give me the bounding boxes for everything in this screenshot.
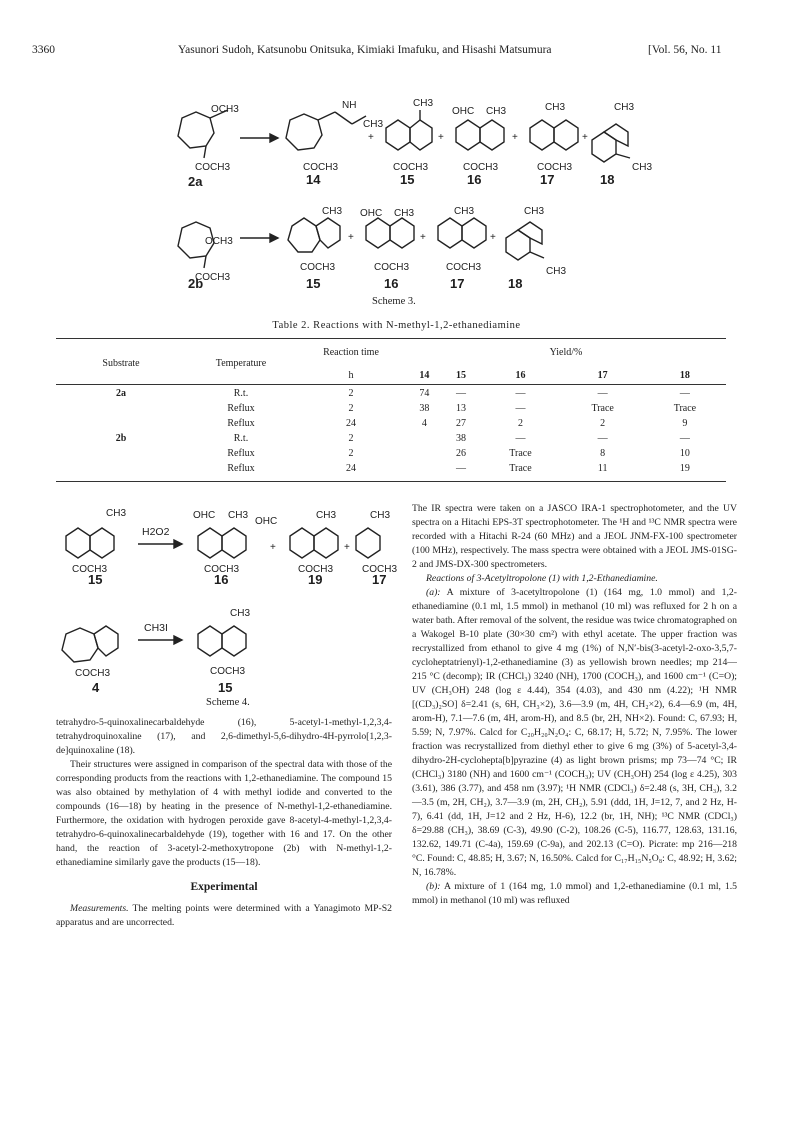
svg-text:OHC: OHC <box>193 510 216 521</box>
cell-yield: 19 <box>679 463 690 474</box>
cell-yield: 9 <box>682 418 688 429</box>
cell-substrate <box>56 401 186 416</box>
header-volume: [Vol. 56, No. 11 <box>648 44 722 56</box>
cell-yield: Trace <box>509 448 532 459</box>
cell-temperature: Reflux <box>227 463 255 474</box>
table-row <box>56 386 726 401</box>
cell-yield <box>406 446 443 461</box>
scheme4-structures <box>0 500 400 730</box>
compound-label: 17 <box>450 276 465 291</box>
left-paragraph: tetrahydro-5-quinoxalinecarbaldehyde (16), 5-acetyl-1-methyl-1,2,3,4-tetrahydroquinoxaline (17), and 2,6-dimethyl-5,6-dihydro-4H-pyrrolo[1,2,3-de]quinoxaline (18). <box>56 717 392 756</box>
svg-text:CH3: CH3 <box>413 98 434 109</box>
reagent-h2o2: H2O2 <box>142 526 170 538</box>
cell-substrate: 2a <box>116 388 126 399</box>
cell-yield: — <box>597 388 608 399</box>
col-header-reaction-time: Reaction time <box>323 346 379 358</box>
cell-yield: 74 <box>419 388 430 399</box>
table-row <box>56 401 726 416</box>
compound-label: 15 <box>306 276 321 291</box>
svg-text:COCH3: COCH3 <box>537 162 573 173</box>
svg-text:OHC: OHC <box>255 516 278 527</box>
svg-text:CH3: CH3 <box>322 206 343 217</box>
col-header-yield-17: 17 <box>597 369 608 381</box>
col-header-temperature: Temperature <box>215 357 267 369</box>
svg-text:CH3: CH3 <box>230 608 251 619</box>
cell-time: 2 <box>348 403 354 414</box>
cell-yield: — <box>515 403 526 414</box>
svg-text:COCH3: COCH3 <box>303 162 339 173</box>
cell-temperature: Reflux <box>227 448 255 459</box>
table2-caption: Table 2. Reactions with N-methyl-1,2-ethanediamine <box>272 320 521 331</box>
para-a-label: (a): <box>426 587 441 598</box>
table2 <box>56 340 726 476</box>
table-row <box>56 416 726 431</box>
cell-temperature: Reflux <box>227 403 255 414</box>
compound-label: 4 <box>92 680 100 695</box>
left-text-column <box>56 716 392 930</box>
table-top-rule <box>56 338 726 339</box>
svg-text:+: + <box>368 132 374 143</box>
measurements-label: Measurements. <box>70 903 129 914</box>
compound-label: 2a <box>188 174 203 189</box>
svg-text:OHC: OHC <box>360 208 383 219</box>
table-row <box>56 446 726 461</box>
svg-text:COCH3: COCH3 <box>195 272 231 283</box>
compound-label: 14 <box>306 172 321 187</box>
compound-label: 18 <box>600 172 615 187</box>
svg-text:COCH3: COCH3 <box>204 564 240 575</box>
svg-text:CH3: CH3 <box>632 162 653 173</box>
cell-yield: 38 <box>419 403 430 414</box>
cell-yield: — <box>515 433 526 444</box>
cell-yield <box>406 431 443 446</box>
svg-text:CH3: CH3 <box>316 510 337 521</box>
experimental-heading: Experimental <box>190 881 258 893</box>
svg-text:CH3: CH3 <box>454 206 475 217</box>
svg-text:COCH3: COCH3 <box>362 564 398 575</box>
compound-label: 15 <box>400 172 415 187</box>
page-number: 3360 <box>32 44 55 56</box>
table-row <box>56 461 726 476</box>
cell-yield: — <box>515 388 526 399</box>
svg-text:+: + <box>420 232 426 243</box>
compound-label: 17 <box>372 572 387 587</box>
svg-text:+: + <box>582 132 588 143</box>
cell-temperature: R.t. <box>233 433 249 444</box>
cell-yield: 10 <box>679 448 690 459</box>
cell-yield: 8 <box>600 448 606 459</box>
scheme3-caption: Scheme 3. <box>372 296 416 307</box>
scheme3-structures <box>0 0 793 300</box>
svg-text:COCH3: COCH3 <box>298 564 334 575</box>
cell-yield: 2 <box>517 418 523 429</box>
scheme4-caption: Scheme 4. <box>206 697 250 708</box>
table2-body <box>56 386 726 476</box>
cell-time: 2 <box>348 433 354 444</box>
compound-label: 16 <box>384 276 399 291</box>
svg-text:+: + <box>270 542 276 553</box>
svg-text:CH3: CH3 <box>546 266 567 277</box>
compound-label: 16 <box>467 172 482 187</box>
para-a-text: A mixture of 3-acetyltropolone (1) (164 mg, 1.0 mmol) and 1,2-ethanediamine (0.1 ml, 1.5 mmol) in methanol (10 ml) was refluxed for 2 h on a water bath. After removal of the solvent, the residue was twice chromatographed on a Wakogel B-10 plate (30×30 cm²) with ethyl acetate. The upper fraction was recrystallized from ethanol to give 4 mg (1%) of N,N′-bis(3-acetyl-2-oxo-3,5,7-cycloheptatrienyl)-1,2-ethanediamine (3) as yellowish brown needles; mp 214—215 °C (decomp); IR (CHCl₃) 3240 (NH), 1700 (COCH₃), and 1600 cm⁻¹ (C=O); UV (CH₃OH) 248 (log ε 4.44), 354 (4.03), and 430 nm (4.22); ¹H NMR [(CD₃)₂SO] δ=2.41 (s, 6H, CH₃×2), 3.6—3.9 (m, 4H, CH₂×2), 6.4—6.9 (m, 4H, arom-H), 7.1—7.6 (m, 4H, arom-H), and 8.5 (br, 2H, NH×2). Found: C, 67.93; H, 5.59; N, 7.97%. Calcd for C₂₀H₂₀N₂O₄: C, 68.17; H, 5.72; N, 7.95%. The lower fraction was recrystallized from diethyl ether to give 6 mg (3%) of 5-acetyl-3,4-dihydro-2H-cyclohepta[b]pyrazine (4) as light brown prisms; mp 73—74 °C; IR (CHCl₃) 3180 (NH) and 1600 cm⁻¹ (COCH₃); UV (CH₃OH) 254 (log ε 4.25), 303 (3.61), 386 (3.77), and 458 nm (3.97); ¹H NMR (CDCl₃) δ=2.48 (s, 3H, CH₃), 3.2—3.5 (m, 2H, CH₂), 3.7—3.9 (m, 2H, CH₂), 5.91 (ddd, 1H, J=12, 7, and 2 Hz, H-7), 6.41 (dd, 1H, J=12 and 2 Hz, H-6), 12.2 (br, 1H, NH); ¹³C NMR (CDCl₃) δ=29.88 (CH₃), 38.69 (C-3), 49.90 (C-2), 108.26 (C-5), 116.77, 128.63, 131.16, 132.62, 149.71 (C-4a), 159.69 (C-9a), and 202.13 (C=O). Picrate: mp 216—218 °C. Found: C, 48.85; H, 3.67; N, 16.50%. Calcd for C₁₇H₁₅N₅O₈: C, 48.92; H, 3.62; N, 16.78%. <box>412 587 737 878</box>
cell-yield: 26 <box>456 448 467 459</box>
right-paragraph: The IR spectra were taken on a JASCO IRA-1 spectrophotometer, and the UV spectra on a Hitachi EPS-3T spectrophotometer. The ¹H and ¹³C NMR spectra were recorded with a Hitachi R-24 (60 MHz) and a JEOL JNM-FX-100 spectrometer (100 MHz), respectively. The mass spectra were obtained with a JEOL JMS-01SG-2 and JMS-DX-300 spectrometers. <box>412 503 737 570</box>
right-text-column <box>412 502 737 908</box>
cell-time: 24 <box>346 463 356 474</box>
cell-yield: 4 <box>421 418 427 429</box>
cell-substrate <box>56 461 186 476</box>
compound-label: 19 <box>308 572 323 587</box>
svg-text:+: + <box>490 232 496 243</box>
svg-text:+: + <box>512 132 518 143</box>
cell-time: 2 <box>348 388 354 399</box>
svg-text:CH3: CH3 <box>363 119 384 130</box>
cell-substrate <box>56 416 186 431</box>
cell-yield: Trace <box>509 463 532 474</box>
col-header-yield: Yield/% <box>549 346 583 358</box>
svg-text:COCH3: COCH3 <box>374 262 410 273</box>
svg-text:CH3: CH3 <box>106 508 127 519</box>
cell-yield: — <box>456 463 467 474</box>
cell-yield <box>406 461 443 476</box>
cell-temperature: R.t. <box>233 388 249 399</box>
svg-text:COCH3: COCH3 <box>393 162 429 173</box>
compound-label: 15 <box>218 680 233 695</box>
svg-text:CH3: CH3 <box>486 106 507 117</box>
svg-text:OHC: OHC <box>452 106 475 117</box>
table-bottom-rule <box>56 481 726 482</box>
svg-text:COCH3: COCH3 <box>300 262 336 273</box>
cell-time: 24 <box>346 418 356 429</box>
col-header-yield-14: 14 <box>419 369 430 381</box>
cell-yield: Trace <box>673 403 697 414</box>
svg-text:+: + <box>438 132 444 143</box>
cell-yield: 2 <box>600 418 606 429</box>
svg-text:+: + <box>348 232 354 243</box>
compound-label: 17 <box>540 172 555 187</box>
col-header-yield-18: 18 <box>679 369 690 381</box>
table-row <box>56 431 726 446</box>
svg-text:COCH3: COCH3 <box>463 162 499 173</box>
reagent-ch3i: CH3I <box>144 622 168 634</box>
svg-text:NH: NH <box>342 100 357 111</box>
compound-label: 16 <box>214 572 229 587</box>
svg-text:CH3: CH3 <box>545 102 566 113</box>
svg-text:+: + <box>344 542 350 553</box>
cell-yield: Trace <box>591 403 614 414</box>
svg-text:COCH3: COCH3 <box>195 162 231 173</box>
measurements-text: The melting points were determined with a Yanagimoto MP-S2 apparatus and are uncorrected. <box>56 903 393 928</box>
header-authors: Yasunori Sudoh, Katsunobu Onitsuka, Kimiaki Imafuku, and Hisashi Matsumura <box>178 44 552 56</box>
cell-yield: — <box>597 433 608 444</box>
compound-label: 15 <box>88 572 103 587</box>
svg-text:CH3: CH3 <box>370 510 391 521</box>
compound-label: 2b <box>188 276 204 291</box>
col-header-time-unit: h <box>348 369 354 381</box>
col-header-yield-16: 16 <box>515 369 526 381</box>
para-b-label: (b): <box>426 881 441 892</box>
svg-text:CH3: CH3 <box>228 510 249 521</box>
cell-time: 2 <box>348 448 354 459</box>
cell-yield: 13 <box>456 403 467 414</box>
svg-text:OCH3: OCH3 <box>211 104 239 115</box>
svg-text:COCH3: COCH3 <box>446 262 482 273</box>
cell-yield: — <box>679 388 690 399</box>
para-b-text: A mixture of 1 (164 mg, 1.0 mmol) and 1,2-ethanediamine (0.1 ml, 1.5 mmol) in methanol (10 ml) was refluxed <box>412 881 738 906</box>
svg-text:CH3: CH3 <box>394 208 415 219</box>
cell-yield: 38 <box>456 433 467 444</box>
svg-text:CH3: CH3 <box>614 102 635 113</box>
col-header-substrate: Substrate <box>102 357 140 369</box>
cell-yield: 11 <box>597 463 608 474</box>
svg-text:OCH3: OCH3 <box>205 236 233 247</box>
cell-substrate: 2b <box>115 433 127 444</box>
svg-text:COCH3: COCH3 <box>72 564 108 575</box>
cell-yield: — <box>456 388 467 399</box>
col-header-yield-15: 15 <box>456 369 467 381</box>
svg-text:CH3: CH3 <box>524 206 545 217</box>
svg-text:COCH3: COCH3 <box>210 666 246 677</box>
compound-label: 18 <box>508 276 523 291</box>
svg-text:COCH3: COCH3 <box>75 668 111 679</box>
cell-temperature: Reflux <box>227 418 255 429</box>
left-paragraph: Their structures were assigned in comparison of the spectral data with those of the corresponding products from the reactions with 1,2-ethanediamine. The compound 15 was also obtained by methylation of 4 with methyl iodide and converted to the compounds (16—18) by heating in the presence of N-methyl-1,2-ethanediamine. Furthermore, the oxidation with hydrogen peroxide gave 8-acetyl-4-methyl-1,2,3,4-tetrahydro-6-quinoxalinecarbaldehyde (19), together with 16 and 17. On the other hand, the reaction of 3-acetyl-2-methoxytropone (2b) with N-methyl-1,2-ethanediamine similarly gave the products (15—18). <box>56 759 392 868</box>
cell-substrate <box>56 446 186 461</box>
cell-yield: — <box>679 433 690 444</box>
reactions-heading: Reactions of 3-Acetyltropolone (1) with 1,2-Ethanediamine. <box>426 573 658 584</box>
cell-yield: 27 <box>456 418 467 429</box>
